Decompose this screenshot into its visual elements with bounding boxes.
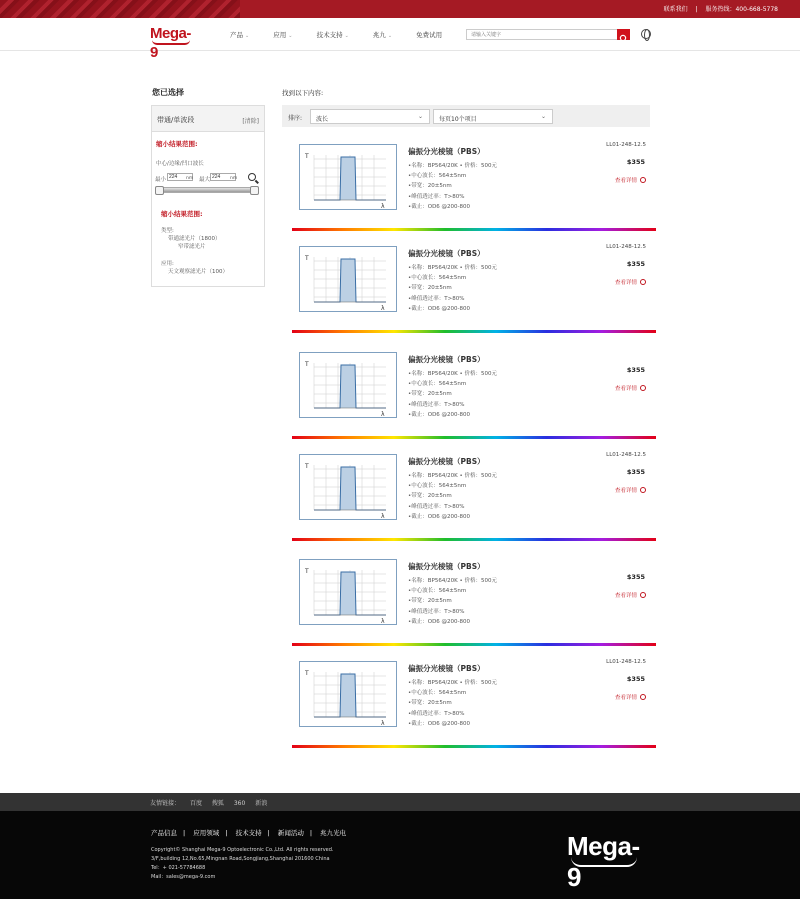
- friend-links-label: 友情链接：: [150, 800, 181, 807]
- spec-line: •中心波长：564±5nm: [408, 173, 467, 180]
- view-details-label: 查看详情: [614, 386, 637, 392]
- spec-line: •名称：BP564/20K • 价格：500元: [408, 473, 498, 479]
- spec-line: •截止：OD6 @200-800: [408, 513, 471, 520]
- spec-line: •截止：OD6 @200-800: [408, 720, 471, 727]
- axis-label-lambda: λ: [381, 305, 385, 312]
- top-links: [658, 4, 778, 13]
- separator: |: [225, 829, 228, 837]
- axis-label-t: T: [305, 361, 309, 368]
- product-name[interactable]: 偏振分光棱镜（PBS）: [408, 664, 485, 673]
- product-name[interactable]: 偏振分光棱镜（PBS）: [408, 457, 485, 466]
- per-page-select[interactable]: [433, 109, 553, 124]
- separator: |: [309, 829, 313, 837]
- separator: |: [183, 829, 186, 837]
- chevron-down-icon: ⌄: [245, 33, 250, 39]
- view-details-label: 查看详情: [614, 695, 637, 701]
- spec-line: •名称：BP564/20K • 价格：500元: [408, 578, 498, 584]
- spec-line: •带宽：20±5nm: [408, 493, 452, 500]
- nav-label: 技术支持: [316, 31, 343, 39]
- type-option[interactable]: 带通滤光片（1800）: [168, 236, 221, 242]
- type-option[interactable]: 窄带滤光片: [178, 244, 206, 250]
- footer-link-support[interactable]: 技术支持: [235, 829, 262, 837]
- chevron-down-icon: ⌄: [387, 33, 393, 39]
- hotline-text: 服务热线：400-668-5778: [705, 6, 778, 13]
- view-details-link[interactable]: [615, 693, 646, 701]
- product-price: $355: [626, 675, 645, 683]
- transmission-chart: [300, 145, 398, 211]
- friend-link[interactable]: 新浪: [255, 800, 268, 807]
- view-details-label: 查看详情: [614, 280, 637, 286]
- sort-value: 波长: [316, 116, 329, 123]
- chevron-down-icon: ⌄: [417, 113, 423, 120]
- clear-button[interactable]: [清除]: [242, 118, 259, 125]
- spec-line: •峰值透过率：T>80%: [408, 401, 465, 408]
- footer-link-company[interactable]: 兆九光电: [320, 829, 347, 837]
- per-page-value: 每页10个项目: [439, 116, 477, 123]
- nav-item-support[interactable]: [317, 30, 349, 39]
- spec-line: •名称：BP564/20K • 价格：500元: [408, 680, 498, 686]
- product-price: $355: [626, 260, 645, 268]
- transmission-curve-thumbnail[interactable]: [299, 246, 397, 312]
- product-specs: [408, 576, 497, 627]
- mail-text: Mail：sales@mega-9.com: [151, 874, 216, 880]
- logo[interactable]: [150, 23, 198, 61]
- transmission-curve-thumbnail[interactable]: [299, 454, 397, 520]
- spec-line: •中心波长：564±5nm: [408, 588, 467, 595]
- nav-item-applications[interactable]: [273, 30, 292, 39]
- footer-link-applications[interactable]: 应用领域: [193, 829, 220, 837]
- view-details-link[interactable]: [615, 591, 646, 599]
- max-label: 最大: [199, 177, 211, 183]
- axis-label-t: T: [305, 568, 309, 575]
- spec-line: •名称：BP564/20K • 价格：500元: [408, 371, 498, 377]
- product-specs: [408, 161, 497, 212]
- circle-arrow-icon: [640, 177, 646, 183]
- axis-label-t: T: [305, 670, 309, 677]
- rainbow-divider: [292, 643, 656, 646]
- spec-line: •截止：OD6 @200-800: [408, 305, 471, 312]
- product-name[interactable]: 偏振分光棱镜（PBS）: [408, 562, 485, 571]
- type-label: 类型:: [161, 228, 174, 234]
- rainbow-divider: [292, 228, 656, 231]
- sort-label: 排序:: [288, 115, 303, 122]
- selected-filter: [152, 106, 264, 132]
- search-icon[interactable]: [248, 173, 256, 181]
- spec-line: •截止：OD6 @200-800: [408, 203, 471, 210]
- search-icon: [617, 33, 630, 44]
- friend-link[interactable]: 搜狐: [211, 800, 224, 807]
- spec-line: •中心波长：564±5nm: [408, 690, 467, 697]
- chevron-down-icon: ⌄: [344, 33, 349, 39]
- product-specs: [408, 369, 497, 420]
- nav-label: 免费试用: [416, 31, 443, 39]
- unit-label: nm: [230, 176, 238, 181]
- product-code: LL01-248-12.5: [606, 452, 646, 458]
- transmission-chart: [300, 247, 398, 313]
- circle-arrow-icon: [640, 487, 646, 493]
- product-name[interactable]: 偏振分光棱镜（PBS）: [408, 249, 485, 258]
- tel-text: Tel：+ 021-57784688: [151, 865, 206, 871]
- view-details-label: 查看详情: [614, 178, 637, 184]
- search-input[interactable]: [467, 30, 617, 39]
- product-specs: [408, 678, 497, 729]
- spec-line: •峰值透过率：T>80%: [408, 193, 465, 200]
- sort-bar: [282, 105, 650, 127]
- spec-line: •带宽：20±5nm: [408, 700, 452, 707]
- spec-line: •中心波长：564±5nm: [408, 483, 467, 490]
- slider-handle-max[interactable]: [250, 186, 259, 195]
- top-bar: [0, 0, 800, 18]
- footer-logo-text: Mega-9: [567, 831, 640, 892]
- logo-swoosh: [571, 857, 637, 867]
- spec-line: •带宽：20±5nm: [408, 391, 452, 398]
- spec-line: •带宽：20±5nm: [408, 285, 452, 292]
- footer-logo: [567, 831, 649, 892]
- results-heading: 找到以下内容:: [282, 89, 324, 97]
- product-name[interactable]: 偏振分光棱镜（PBS）: [408, 355, 485, 364]
- logo-text: Mega-9: [150, 25, 191, 61]
- product-card: [292, 448, 656, 542]
- transmission-chart: [300, 560, 398, 626]
- product-card: [292, 553, 656, 647]
- chevron-down-icon: ⌄: [288, 33, 293, 39]
- product-price: $355: [626, 468, 645, 476]
- friend-links-bar: [0, 793, 800, 811]
- view-details-label: 查看详情: [614, 488, 637, 494]
- product-card: [292, 240, 656, 334]
- circle-arrow-icon: [640, 279, 646, 285]
- spec-line: •中心波长：564±5nm: [408, 381, 467, 388]
- view-details-link[interactable]: [615, 278, 646, 286]
- footer-info: [151, 846, 334, 882]
- spec-line: •带宽：20±5nm: [408, 183, 452, 190]
- transmission-curve-thumbnail[interactable]: [299, 352, 397, 418]
- application-option[interactable]: 天文观察滤光片（100）: [168, 269, 228, 275]
- product-specs: [408, 263, 497, 314]
- spec-line: •截止：OD6 @200-800: [408, 411, 471, 418]
- friend-link[interactable]: 百度: [189, 800, 202, 807]
- circle-arrow-icon: [640, 694, 646, 700]
- friend-link[interactable]: 360: [233, 800, 246, 807]
- search-button[interactable]: [617, 29, 630, 40]
- footer-link-news[interactable]: 新闻活动: [277, 829, 304, 837]
- copyright-text: Copyright© Shanghai Mega-9 Optoelectronic Co.,Ltd. All rights reserved.: [151, 847, 334, 853]
- application-label: 应用:: [161, 261, 174, 267]
- transmission-curve-thumbnail[interactable]: [299, 559, 397, 625]
- rainbow-divider: [292, 436, 656, 439]
- narrow-heading: 缩小结果范围:: [156, 140, 198, 148]
- spec-line: •峰值透过率：T>80%: [408, 295, 465, 302]
- product-code: LL01-248-12.5: [606, 142, 646, 148]
- address-text: 3/F,building 12,No.65,Mingnan Road,Songjiang,Shanghai 201600 China: [151, 856, 330, 862]
- axis-label-lambda: λ: [381, 720, 385, 727]
- product-specs: [408, 471, 497, 522]
- product-code: LL01-248-12.5: [606, 659, 646, 665]
- spec-line: •峰值透过率：T>80%: [408, 503, 465, 510]
- transmission-chart: [300, 353, 398, 419]
- axis-label-t: T: [305, 255, 309, 262]
- rainbow-divider: [292, 538, 656, 541]
- footer-nav: [151, 828, 352, 837]
- nav-item-free-trial[interactable]: [416, 30, 442, 39]
- spec-line: •名称：BP564/20K • 价格：500元: [408, 163, 498, 169]
- narrow-heading: 缩小结果范围:: [161, 210, 203, 218]
- product-price: $355: [626, 366, 645, 374]
- axis-label-t: T: [305, 463, 309, 470]
- friend-links: [150, 798, 275, 807]
- separator: |: [267, 829, 270, 837]
- rainbow-divider: [292, 330, 656, 333]
- main-nav: [230, 30, 464, 39]
- product-card: [292, 346, 656, 440]
- globe-icon[interactable]: [641, 29, 651, 39]
- contact-link[interactable]: 联系我们: [663, 6, 688, 13]
- nav-label: 兆九: [372, 31, 386, 39]
- product-price: $355: [626, 573, 645, 581]
- logo-swoosh: [152, 40, 190, 45]
- spec-line: •名称：BP564/20K • 价格：500元: [408, 265, 498, 271]
- nav-label: 产品: [230, 31, 243, 39]
- axis-label-lambda: λ: [381, 203, 385, 210]
- axis-label-lambda: λ: [381, 411, 385, 418]
- search-box: [466, 29, 630, 40]
- sort-select[interactable]: [310, 109, 430, 124]
- product-code: LL01-248-12.5: [606, 244, 646, 250]
- product-card: [292, 138, 656, 232]
- spec-line: •带宽：20±5nm: [408, 598, 452, 605]
- view-details-link[interactable]: [615, 384, 646, 392]
- view-details-link[interactable]: [615, 486, 646, 494]
- axis-label-lambda: λ: [381, 618, 385, 625]
- rainbow-divider: [292, 745, 656, 748]
- site-footer: [0, 811, 800, 899]
- site-header: [0, 18, 800, 61]
- axis-label-t: T: [305, 153, 309, 160]
- chevron-down-icon: ⌄: [540, 113, 546, 120]
- spec-line: •中心波长：564±5nm: [408, 275, 467, 282]
- product-card: [292, 655, 656, 749]
- circle-arrow-icon: [640, 385, 646, 391]
- separator: |: [695, 6, 698, 13]
- decorative-pattern: [0, 0, 240, 18]
- view-details-label: 查看详情: [614, 593, 637, 599]
- min-label: 最小: [155, 177, 167, 183]
- transmission-curve-thumbnail[interactable]: [299, 661, 397, 727]
- slider-handle-min[interactable]: [155, 186, 164, 195]
- filter-name: 带通/单波段: [157, 116, 195, 124]
- spec-line: •峰值透过率：T>80%: [408, 710, 465, 717]
- range-label: 中心/边缘/凹口波长: [156, 161, 204, 167]
- transmission-chart: [300, 455, 398, 521]
- circle-arrow-icon: [640, 592, 646, 598]
- nav-label: 应用: [273, 31, 287, 39]
- unit-label: nm: [186, 176, 194, 181]
- nav-item-company[interactable]: [373, 30, 392, 39]
- axis-label-lambda: λ: [381, 513, 385, 520]
- spec-line: •截止：OD6 @200-800: [408, 618, 471, 625]
- spec-line: •峰值透过率：T>80%: [408, 608, 465, 615]
- range-slider-track[interactable]: [157, 187, 257, 193]
- product-price: $355: [626, 158, 645, 166]
- view-details-link[interactable]: [615, 176, 646, 184]
- transmission-curve-thumbnail[interactable]: [299, 144, 397, 210]
- product-name[interactable]: 偏振分光棱镜（PBS）: [408, 147, 485, 156]
- transmission-chart: [300, 662, 398, 728]
- footer-link-products[interactable]: 产品信息: [151, 829, 177, 837]
- sidebar-title: 您已选择: [152, 88, 184, 97]
- nav-item-products[interactable]: [230, 30, 249, 39]
